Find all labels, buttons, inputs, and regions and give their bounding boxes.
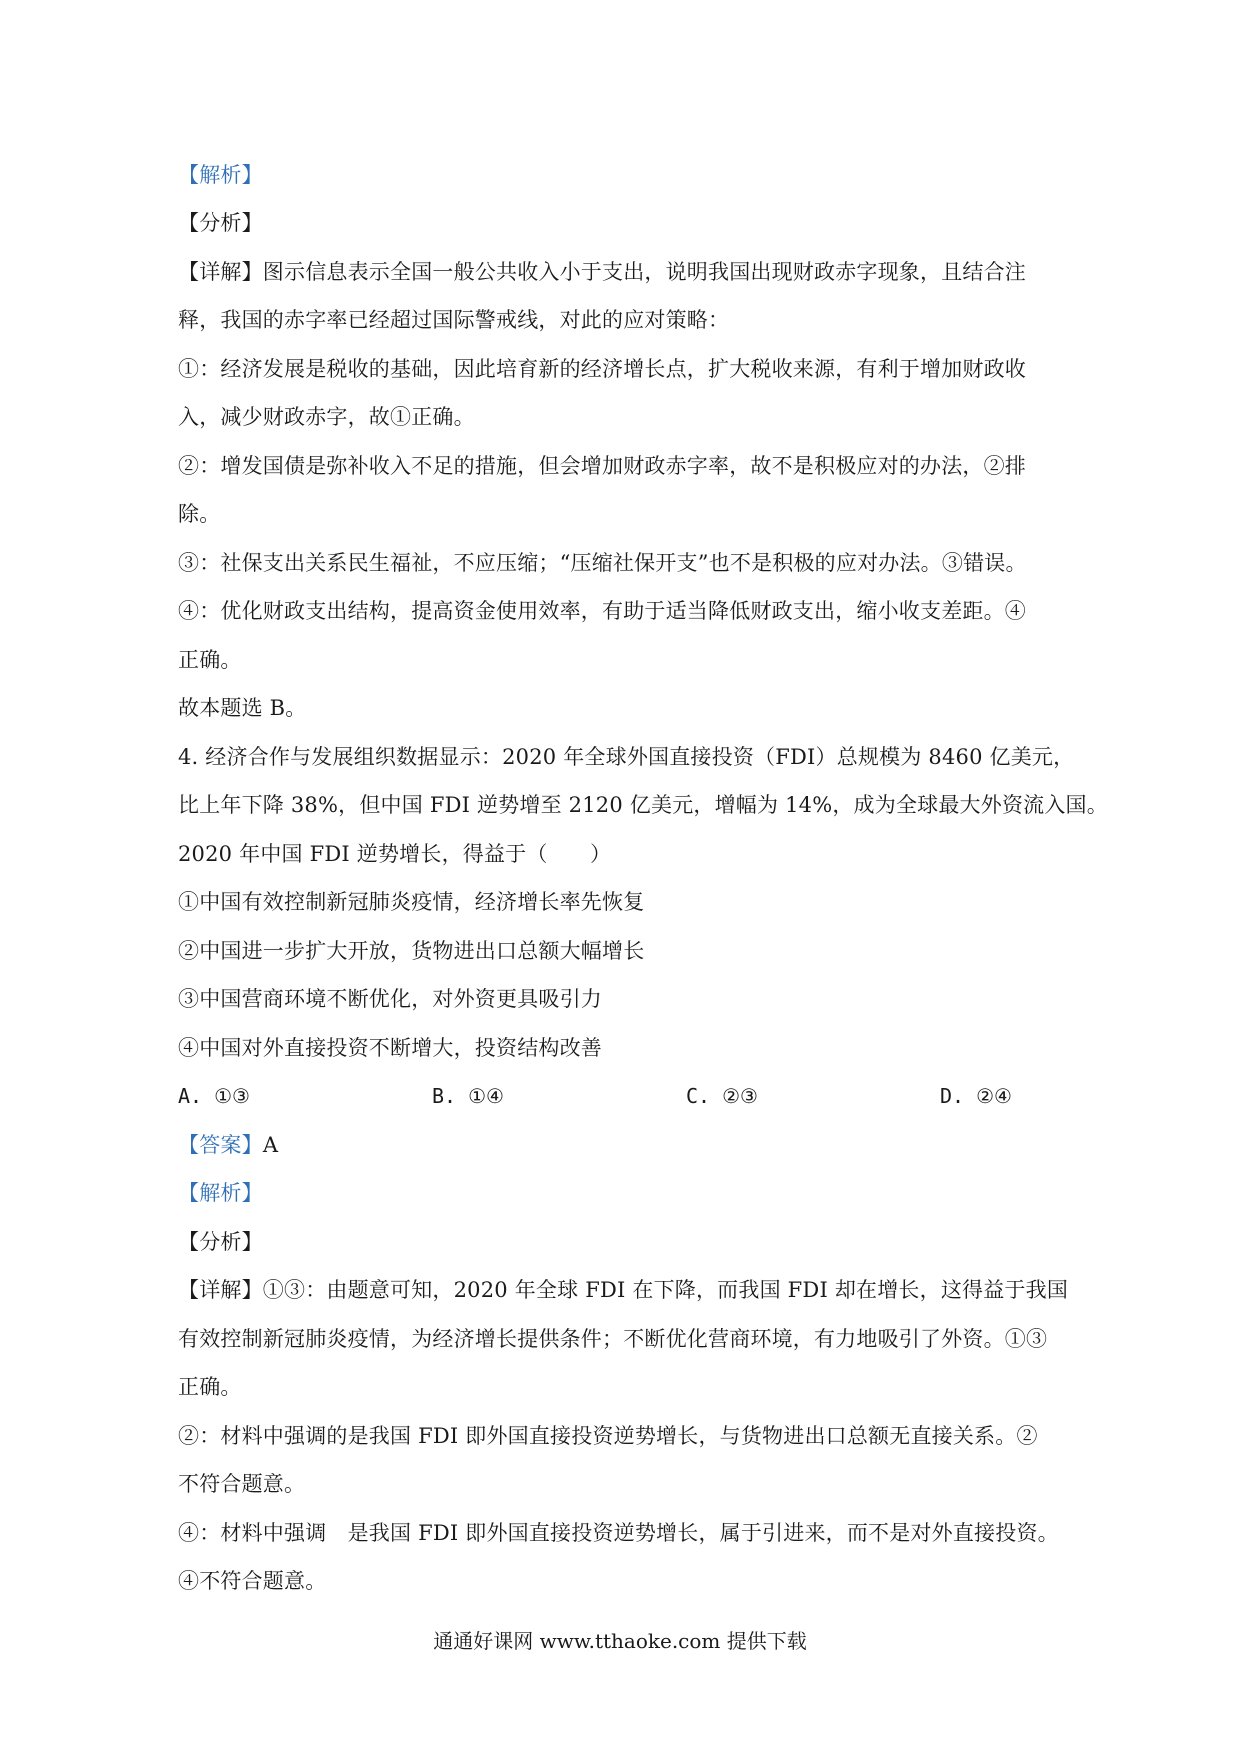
detail-line: 正确。	[178, 648, 242, 672]
detail-line: ①：经济发展是税收的基础，因此培育新的经济增长点，扩大税收来源，有利于增加财政收	[178, 357, 1026, 381]
detail-line: 入，减少财政赤字，故①正确。	[178, 405, 475, 429]
option-d: D. ②④	[940, 1084, 1012, 1108]
detail-line: 【详解】①③：由题意可知，2020 年全球 FDI 在下降，而我国 FDI 却在增长，这得益于我国	[178, 1278, 1069, 1302]
detail-line: 释，我国的赤字率已经超过国际警戒线，对此的应对策略：	[178, 308, 730, 332]
option-c: C. ②③	[686, 1084, 758, 1108]
option-b: B. ①④	[432, 1084, 504, 1108]
conclusion-line: 故本题选 B。	[178, 696, 307, 720]
question-statement: ②中国进一步扩大开放，货物进出口总额大幅增长	[178, 939, 645, 963]
question-statement: ④中国对外直接投资不断增大，投资结构改善	[178, 1036, 602, 1060]
detail-line: 【详解】图示信息表示全国一般公共收入小于支出，说明我国出现财政赤字现象，且结合注	[178, 260, 1026, 284]
question-stem: 比上年下降 38%，但中国 FDI 逆势增至 2120 亿美元，增幅为 14%，成为全球最大外资流入国。	[178, 793, 1108, 817]
detail-line: ④：材料中强调 是我国 FDI 即外国直接投资逆势增长，属于引进来，而不是对外直接投资。	[178, 1521, 1059, 1545]
detail-line: 正确。	[178, 1375, 242, 1399]
detail-line: ④：优化财政支出结构，提高资金使用效率，有助于适当降低财政支出，缩小收支差距。④	[178, 599, 1026, 623]
option-a: A. ①③	[178, 1084, 250, 1108]
detail-line: 有效控制新冠肺炎疫情，为经济增长提供条件；不断优化营商环境，有力地吸引了外资。①③	[178, 1327, 1048, 1351]
analysis-label: 【解析】	[178, 163, 263, 187]
answer-line	[178, 1130, 1078, 1160]
detail-line: ②：增发国债是弥补收入不足的措施，但会增加财政赤字率，故不是积极应对的办法，②排	[178, 454, 1026, 478]
detail-line: ④不符合题意。	[178, 1569, 327, 1593]
detail-line: 不符合题意。	[178, 1472, 306, 1496]
detail-line: ②：材料中强调的是我国 FDI 即外国直接投资逆势增长，与货物进出口总额无直接关系。②	[178, 1424, 1038, 1448]
answer-value: A	[262, 1133, 279, 1157]
analysis-sub-label: 【分析】	[178, 211, 263, 235]
answer-label: 【答案】	[178, 1133, 263, 1157]
question-statement: ③中国营商环境不断优化，对外资更具吸引力	[178, 987, 602, 1011]
question-statement: ①中国有效控制新冠肺炎疫情，经济增长率先恢复	[178, 890, 645, 914]
page-footer: 通通好课网 www.tthaoke.com 提供下载	[433, 1629, 807, 1653]
question-stem: 2020 年中国 FDI 逆势增长，得益于（ ）	[178, 842, 612, 866]
analysis-label: 【解析】	[178, 1181, 263, 1205]
question-stem: 4. 经济合作与发展组织数据显示：2020 年全球外国直接投资（FDI）总规模为 8460 亿美元，	[178, 745, 1075, 769]
detail-line: 除。	[178, 502, 221, 526]
analysis-sub-label: 【分析】	[178, 1230, 263, 1254]
detail-line: ③：社保支出关系民生福祉，不应压缩；“压缩社保开支”也不是积极的应对办法。③错误。	[178, 551, 1027, 575]
